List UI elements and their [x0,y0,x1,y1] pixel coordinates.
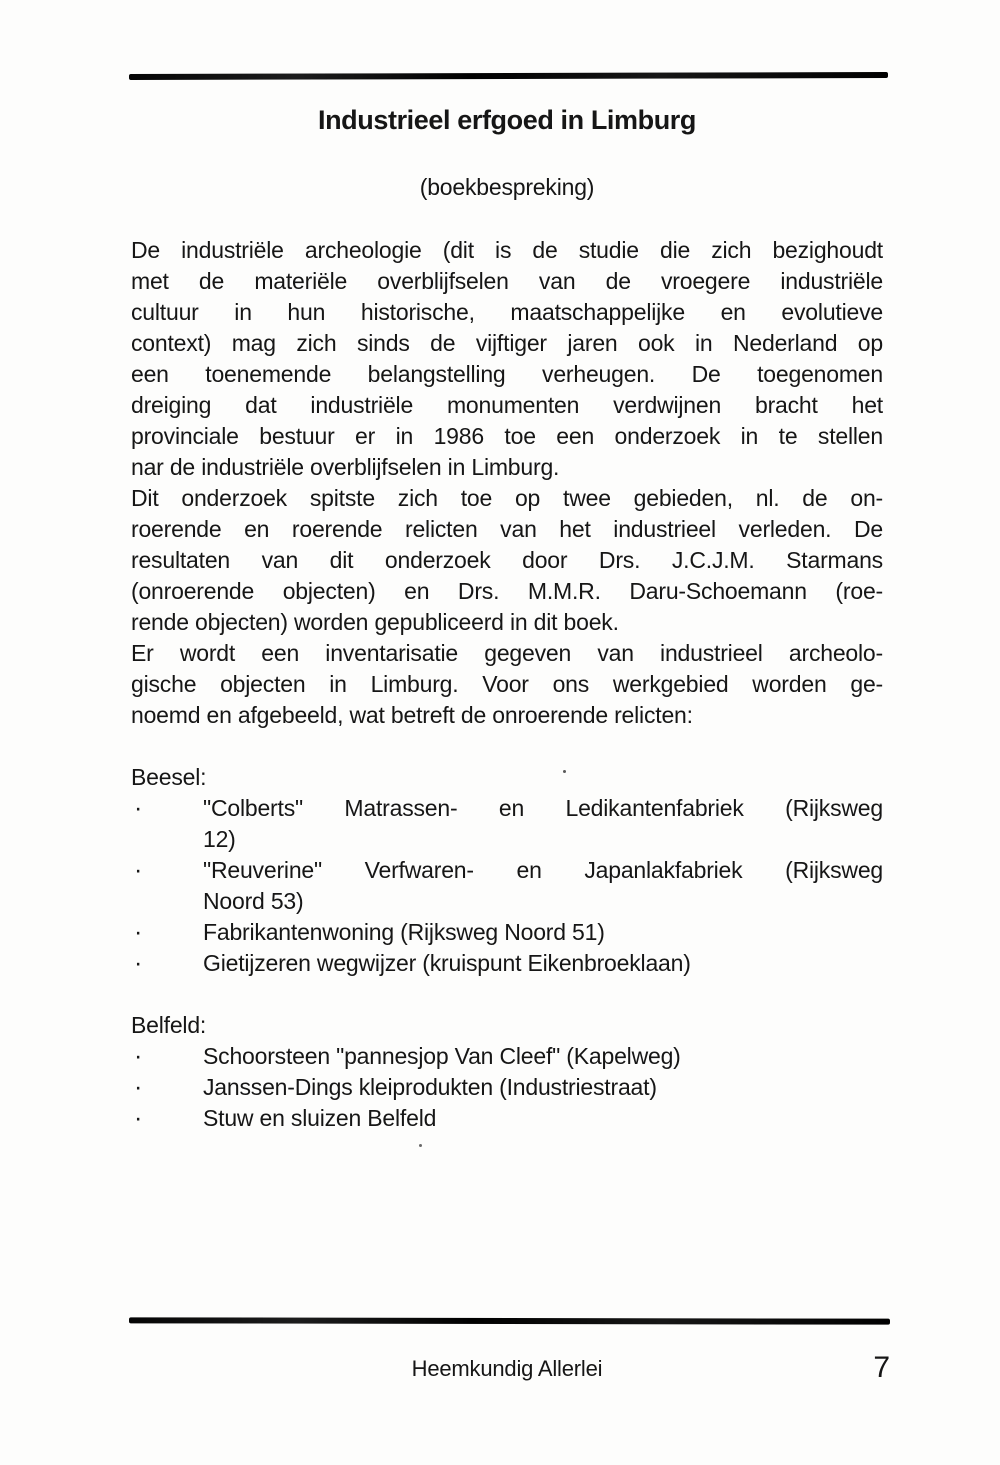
text-line: nar de industriële overblijfselen in Limburg. [131,454,560,480]
scan-speck [419,1144,422,1147]
bullet-list [131,1041,883,1134]
footer-journal-title: Heemkundig Allerlei [411,1356,603,1381]
text-line: Gietijzeren wegwijzer (kruispunt Eikenbroeklaan) [203,950,691,976]
item-lines [203,793,883,855]
list-item [131,948,883,979]
text-line: dreiging dat industriële monumenten verdwijnen bracht het [131,392,883,418]
bullet-dot-icon: · [134,1104,143,1132]
text-line: gische objecten in Limburg. Voor ons werkgebied worden ge- [131,671,883,697]
text-line: Fabrikantenwoning (Rijksweg Noord 51) [203,919,605,945]
bullet-dot-icon: · [134,794,143,822]
page-title: Industrieel erfgoed in Limburg [317,105,697,135]
bottom-horizontal-rule [129,1317,890,1324]
list-item [131,1103,883,1134]
text-line: context) mag zich sinds de vijftiger jaren ook in Nederland op [131,330,883,356]
page-subtitle: (boekbespreking) [419,174,595,200]
item-lines [203,1103,883,1134]
text-line: een toenemende belangstelling verheugen. De toegenomen [131,361,883,387]
text-line: provinciale bestuur er in 1986 toe een onderzoek in te stellen [131,423,883,449]
text-line: Er wordt een inventarisatie gegeven van industrieel archeolo- [131,640,883,666]
item-lines [203,948,883,979]
text-line: (onroerende objecten) en Drs. M.M.R. Daru-Schoemann (roe- [131,578,883,604]
bullet-dot-icon: · [134,949,143,977]
section-gap [131,979,883,1010]
list-item [131,855,883,917]
list-item [131,1072,883,1103]
text-line: cultuur in hun historische, maatschappelijke en evolutieve [131,299,883,325]
bullet-dot-icon: · [134,1042,143,1070]
bullet-dot-icon: · [134,1073,143,1101]
text-line: Schoorsteen "pannesjop Van Cleef" (Kapelweg) [203,1043,681,1069]
footer-page-number: 7 [873,1351,890,1384]
paragraph [131,638,883,731]
text-line: "Reuverine" Verfwaren- en Japanlakfabriek (Rijksweg [203,857,883,883]
text-flow [131,235,883,1134]
bullet-dot-icon: · [134,856,143,884]
text-line: "Colberts" Matrassen- en Ledikantenfabriek (Rijksweg [203,795,883,821]
section-gap [131,731,883,762]
section-heading: Beesel: [131,764,207,790]
text-line: met de materiële overblijfselen van de vroegere industriële [131,268,883,294]
text-line: De industriële archeologie (dit is de studie die zich bezighoudt [131,237,883,263]
text-line: rende objecten) worden gepubliceerd in dit boek. [131,609,619,635]
item-lines [203,1072,883,1103]
scan-speck [563,770,566,773]
text-line: Janssen-Dings kleiprodukten (Industriestraat) [203,1074,657,1100]
list-item [131,1041,883,1072]
text-line: 12) [203,826,236,852]
text-line: roerende en roerende relicten van het industrieel verleden. De [131,516,883,542]
item-lines [203,917,883,948]
item-lines [203,1041,883,1072]
paragraph [131,483,883,638]
bullet-dot-icon: · [134,918,143,946]
list-item [131,917,883,948]
text-line: Noord 53) [203,888,304,914]
text-line: resultaten van dit onderzoek door Drs. J.C.J.M. Starmans [131,547,883,573]
section-heading: Belfeld: [131,1012,207,1038]
text-line: Stuw en sluizen Belfeld [203,1105,437,1131]
bullet-list [131,793,883,979]
paragraph [131,235,883,483]
list-item [131,793,883,855]
item-lines [203,855,883,917]
text-line: noemd en afgebeeld, wat betreft de onroerende relicten: [131,702,693,728]
text-line: Dit onderzoek spitste zich toe op twee gebieden, nl. de on- [131,485,883,511]
top-horizontal-rule [129,72,888,80]
